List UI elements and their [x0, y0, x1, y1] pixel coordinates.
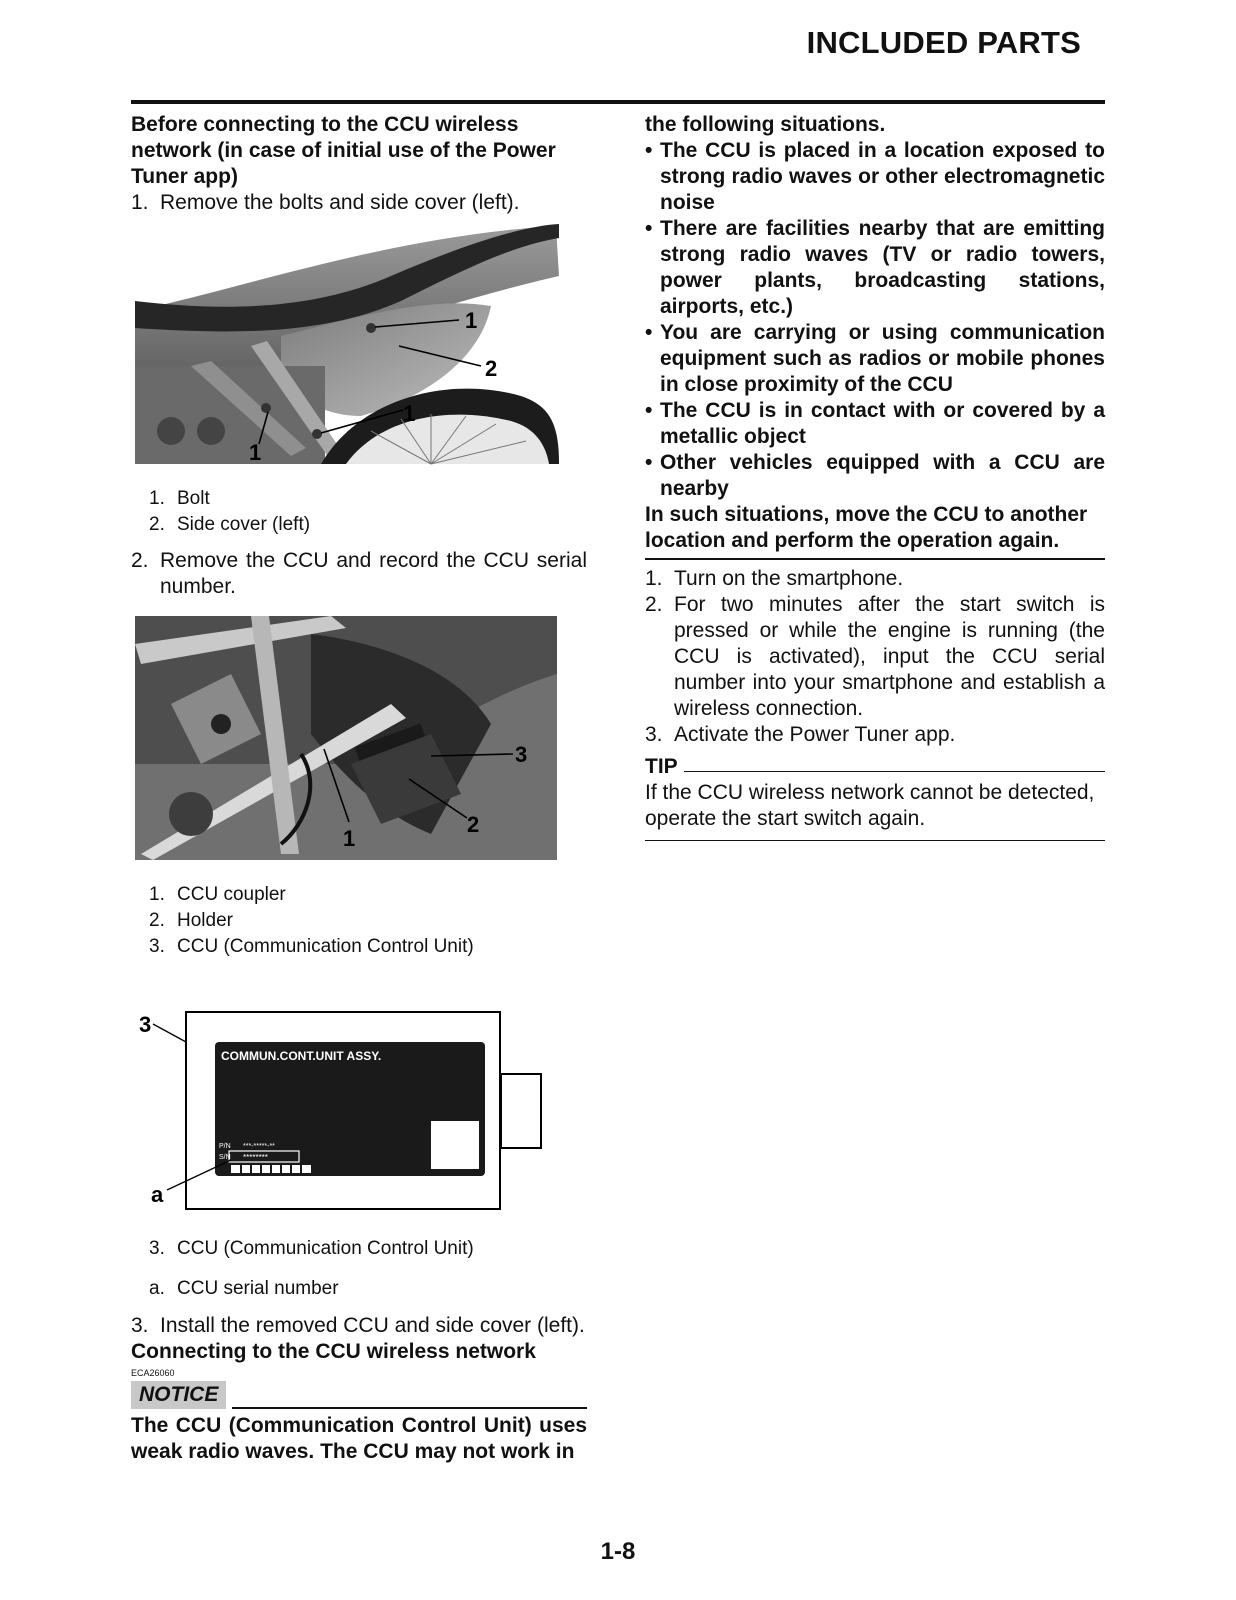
fig1-caption-1: [131, 486, 587, 512]
step-number: 1.: [131, 191, 149, 214]
step-number: 3.: [131, 1314, 149, 1337]
callout-1: 1: [465, 308, 478, 333]
header-rule: [131, 100, 1105, 104]
fig3-legend-a: [131, 1276, 587, 1302]
bullet-item: [645, 138, 1105, 216]
fig1-caption-2: [131, 512, 587, 538]
label-title: COMMUN.CONT.UNIT ASSY.: [221, 1049, 382, 1063]
callout-1: 1: [343, 826, 356, 851]
right-column: [645, 112, 1105, 841]
pn-label: P/N: [219, 1143, 231, 1150]
connect-heading: Connecting to the CCU wireless network: [131, 1340, 536, 1363]
tip-end-rule: [645, 840, 1105, 841]
caption-text: Bolt: [177, 488, 210, 509]
step-2: [131, 548, 587, 600]
step-number: 3.: [645, 723, 663, 746]
right-steps: [645, 566, 1105, 748]
fig2-caption-3: [131, 934, 587, 960]
bullet-item: [645, 216, 1105, 320]
fig3-caption-1: [131, 1236, 587, 1262]
caption-text: CCU serial number: [177, 1278, 339, 1299]
bullet-text: There are facilities nearby that are emitting strong radio waves (TV or radio towers, power plants, broadcasting stations, airports, etc.): [660, 217, 1105, 318]
step-text: Remove the bolts and side cover (left).: [160, 191, 520, 214]
step-1: [645, 566, 1105, 592]
step-text: Remove the CCU and record the CCU serial number.: [160, 549, 587, 598]
caption-number: 2.: [149, 910, 165, 931]
caption-text: Holder: [177, 910, 233, 931]
caption-number: 1.: [149, 884, 165, 905]
callout-3: 3: [139, 1012, 152, 1037]
caption-text: Side cover (left): [177, 514, 311, 535]
ccu-photo: [131, 614, 587, 872]
caption-text: CCU (Communication Control Unit): [177, 1238, 474, 1259]
fig2-caption-1: [131, 882, 587, 908]
step-text: Activate the Power Tuner app.: [674, 723, 956, 746]
callout-3: 3: [515, 742, 528, 767]
caption-number: 3.: [149, 936, 165, 957]
step-text: Install the removed CCU and side cover (left).: [160, 1314, 585, 1337]
step-number: 2.: [131, 549, 149, 572]
tip-text: If the CCU wireless network cannot be detected, operate the start switch again.: [645, 781, 1095, 830]
notice-end-rule: [645, 558, 1105, 560]
tip-label: TIP: [645, 755, 678, 778]
caption-text: CCU coupler: [177, 884, 286, 905]
notice-rule: [232, 1407, 587, 1409]
notice-text: The CCU (Communication Control Unit) uses weak radio waves. The CCU may not work in: [131, 1414, 587, 1463]
step-text: Turn on the smartphone.: [674, 567, 904, 590]
pn-value: ***-*****-**: [243, 1143, 275, 1150]
callout-2: 2: [467, 812, 480, 837]
fig2-caption-2: [131, 908, 587, 934]
step-text: For two minutes after the start switch is pressed or while the engine is running (the CCU is activated), input the CCU serial number into your smartphone and establish a wireless connection.: [674, 593, 1105, 720]
bullet-text: Other vehicles equipped with a CCU are nearby: [660, 451, 1105, 500]
bullet-text: You are carrying or using communication equipment such as radios or mobile phones in close proximity of the CCU: [660, 321, 1105, 396]
callout-a: a: [151, 1182, 164, 1207]
step-number: 2.: [645, 593, 663, 616]
figure-ccu-photo: [131, 614, 587, 872]
sn-value: ********: [243, 1153, 268, 1162]
section-title: INCLUDED PARTS: [806, 25, 1081, 60]
notice-continuation: the following situations.: [645, 113, 886, 136]
caption-number: 2.: [149, 514, 165, 535]
step-1: [131, 190, 587, 216]
caption-number: 3.: [149, 1238, 165, 1259]
bullet-mark: •: [645, 321, 653, 344]
notice-header: [131, 1381, 587, 1409]
notice-code: ECA26060: [131, 1368, 175, 1378]
ccu-label-diagram: [131, 990, 587, 1226]
figure-ccu-label-diagram: [131, 990, 587, 1226]
bullet-mark: •: [645, 399, 653, 422]
sn-label: S/N: [219, 1154, 231, 1161]
step-number: 1.: [645, 567, 663, 590]
step-2: [645, 592, 1105, 722]
side-cover-photo: [131, 216, 587, 486]
bullet-mark: •: [645, 451, 653, 474]
tip-header: [645, 754, 1105, 780]
bullet-mark: •: [645, 139, 653, 162]
bullet-item: [645, 398, 1105, 450]
bullet-item: [645, 320, 1105, 398]
step-3: [131, 1313, 587, 1339]
notice-closing: In such situations, move the CCU to another location and perform the operation again.: [645, 503, 1088, 552]
page-number: 1-8: [600, 1538, 636, 1565]
tip-rule: [684, 771, 1105, 772]
step-3: [645, 722, 1105, 748]
caption-number: 1.: [149, 488, 165, 509]
caption-text: CCU (Communication Control Unit): [177, 936, 474, 957]
intro-heading: Before connecting to the CCU wireless network (in case of initial use of the Power Tuner app): [131, 113, 556, 188]
bullet-text: The CCU is placed in a location exposed to strong radio waves or other electromagnetic noise: [660, 139, 1105, 214]
bullet-mark: •: [645, 217, 653, 240]
bullet-text: The CCU is in contact with or covered by a metallic object: [660, 399, 1105, 448]
callout-2: 2: [485, 356, 498, 381]
left-column: [131, 112, 587, 1465]
bullet-item: [645, 450, 1105, 502]
caption-number: a.: [149, 1278, 165, 1299]
figure-side-cover-photo: [131, 216, 587, 486]
notice-badge: NOTICE: [131, 1381, 226, 1409]
callout-1c: 1: [249, 440, 262, 465]
callout-1b: 1: [403, 401, 416, 426]
